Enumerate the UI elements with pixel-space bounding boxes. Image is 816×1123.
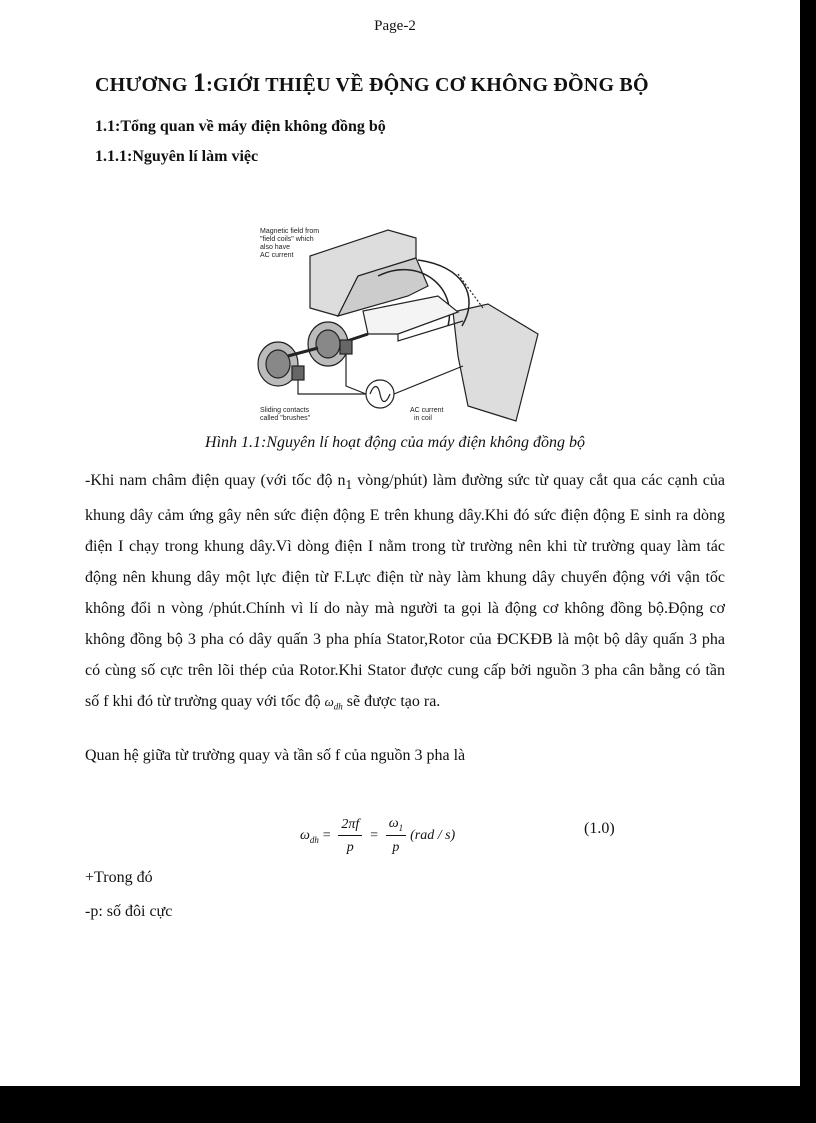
eq-fraction-2: $\frac{\omega_1}{p}$ [386,816,406,856]
body-paragraph [85,465,725,723]
where-line: +Trong đó [85,869,153,886]
section-heading-1-1-1: 1.1.1:Nguyên lí làm việc [95,148,259,165]
motor-principle-figure [248,216,544,430]
brushes-label-line-2: called "brushes" [260,415,311,422]
relation-sentence: Quan hệ giữa từ trường quay và tần số f của nguồn 3 pha là [85,747,466,764]
section-heading-1-1: 1.1:Tổng quan về máy điện không đồng bộ [95,118,386,135]
field-label-line-1: Magnetic field from [260,228,320,235]
para-text-end: sẽ được tạo ra. [342,693,441,711]
p-definition-line: -p: số đôi cực [85,903,173,920]
page-number: Page-2 [374,18,416,34]
chapter-number: 1 [192,68,207,97]
brushes-label-line-1: Sliding contacts [260,407,310,414]
chapter-heading-text: :GIỚI THIỆU VỀ ĐỘNG CƠ KHÔNG ĐỒNG BỘ [206,74,649,96]
chapter-title [95,68,649,98]
equation-number: (1.0) [584,820,615,837]
para-text-start: -Khi nam châm điện quay (với tốc độ n [85,472,346,489]
scan-edge-mark [803,115,808,137]
field-label-line-2: "field coils" which [260,236,314,243]
para-subscript: 1 [345,477,353,493]
eq-fraction-1: $\frac{2\pi f}{p}$ [338,817,362,856]
omega-symbol: $\omega_{dh}$ [324,694,343,712]
eq-lhs: $\omega_{dh}$ [300,827,319,845]
equation-1-0: $\omega_{dh}$ = $\frac{2\pi f}{p}$ = $\frac{\omega_1}{p}$ (rad / s) [300,816,456,855]
field-label-line-3: also have [260,244,290,251]
ac-label-line-2: in coil [414,415,432,422]
motor-diagram [248,216,544,430]
ac-label-line-1: AC current [410,407,444,414]
scan-edge-mark [803,0,808,30]
brush-2 [292,366,304,380]
field-label-line-4: AC current [260,252,294,259]
field-magnet-bottom [453,304,538,421]
eq-unit: (rad / s) [410,828,456,843]
figure-caption: Hình 1.1:Nguyên lí hoạt động của máy điện không đồng bộ [205,434,585,451]
chapter-prefix: CHƯƠNG [95,74,193,96]
brush-1 [340,340,352,354]
para-text-middle: vòng/phút) làm đường sức từ quay cắt qua các cạnh của khung dây cảm ứng gây nên sức điện động E trên khung dây.Khi đó sức điện động E sinh ra dòng điện I chạy trong khung dây.Vì dòng điện I nằm trong từ trường nên khi từ trường quay làm tác động nên khung dây một lực điện từ F.Lực điện từ này làm khung dây chuyển động với vận tốc không đổi n vòng /phút.Chính vì lí do này mà người ta gọi là động cơ không đồng bộ.Động cơ không đồng bộ 3 pha có dây quấn 3 pha phía Stator,Rotor của ĐCKĐB là một bộ dây quấn 3 pha có cùng số cực trên lõi thép của Rotor.Khi Stator được cung cấp bởi nguồn 3 pha cân bằng có tần số f khi đó từ trường quay với tốc độ [85,472,726,711]
